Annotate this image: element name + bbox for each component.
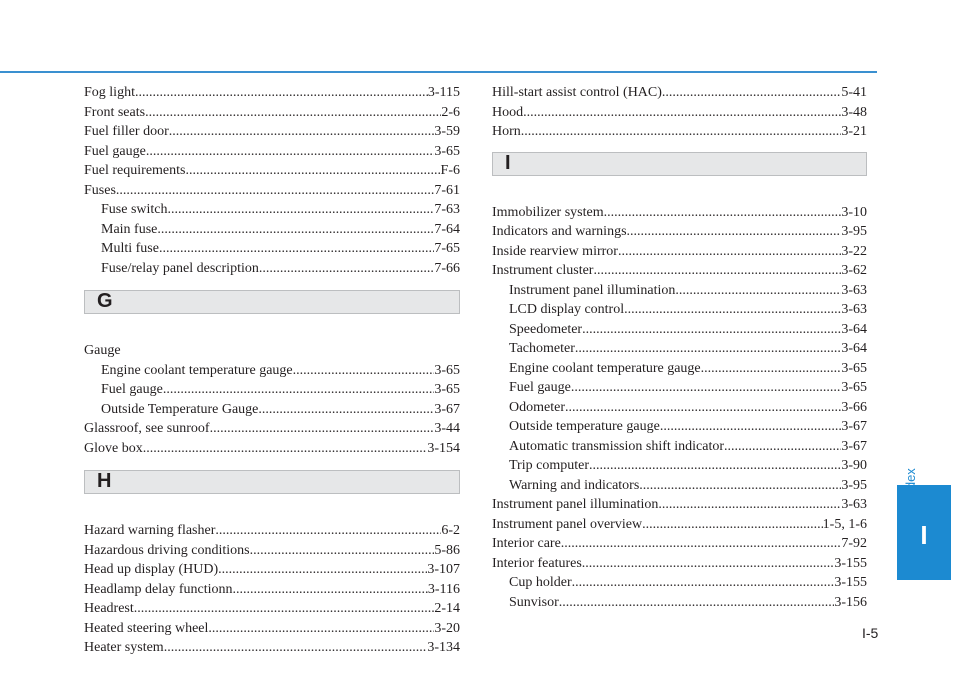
entry-page-ref: 3-95 (841, 477, 867, 493)
entry-label: Odometer (509, 399, 565, 415)
side-tab-letter: I (920, 520, 928, 550)
dot-leader (159, 239, 434, 259)
index-entry (492, 398, 867, 418)
dot-leader (582, 320, 841, 340)
index-entry (492, 495, 867, 515)
entry-page-ref: 3-64 (841, 321, 867, 337)
index-entry (492, 378, 867, 398)
top-rule (0, 71, 877, 73)
dot-leader (164, 638, 428, 658)
entry-page-ref: 3-65 (841, 360, 867, 376)
entry-label: Warning and indicators (509, 477, 640, 493)
index-entry (492, 554, 867, 574)
index-entry (492, 122, 867, 142)
index-entry (492, 261, 867, 281)
index-column-left (84, 83, 460, 658)
entry-label: Fuel filler door (84, 124, 169, 139)
section-letter: G (97, 290, 113, 312)
entry-label: Interior care (492, 536, 561, 551)
dot-leader (293, 361, 435, 381)
entry-page-ref: 3-134 (427, 640, 460, 655)
index-entry (84, 142, 460, 162)
dot-leader (724, 437, 841, 457)
index-entry (492, 437, 867, 457)
entry-label: LCD display control (509, 302, 625, 317)
entry-page-ref: 6-2 (441, 523, 460, 538)
entry-page-ref: 3-156 (834, 594, 867, 610)
index-entry (84, 239, 460, 259)
entry-page-ref: 5-86 (434, 542, 460, 558)
entry-label: Trip computer (509, 458, 589, 473)
dot-leader (258, 400, 434, 420)
entry-page-ref: 3-22 (841, 243, 867, 259)
entry-label: Instrument panel illumination (509, 282, 676, 298)
entry-page-ref: 3-64 (841, 341, 867, 356)
dot-leader (627, 222, 842, 242)
index-entry (84, 200, 460, 220)
index-entry (84, 638, 460, 658)
entry-label: Fuel gauge (101, 382, 163, 397)
index-entry (84, 361, 460, 381)
entry-page-ref: 2-14 (434, 601, 460, 616)
entry-label: Hood (492, 104, 524, 120)
entry-label: Glassroof, see sunroof (84, 421, 210, 436)
entry-page-ref: 3-63 (841, 497, 867, 512)
index-entry (84, 541, 460, 561)
entry-page-ref: 3-154 (427, 440, 460, 456)
entry-label: Tachometer (509, 341, 575, 356)
index-entry (492, 339, 867, 359)
dot-leader (660, 417, 842, 437)
index-entry (84, 103, 460, 123)
entry-page-ref: 3-67 (841, 419, 867, 434)
dot-leader (575, 339, 841, 359)
dot-leader (582, 554, 835, 574)
entry-label: Multi fuse (101, 241, 159, 256)
entry-page-ref: 3-59 (434, 124, 460, 139)
section-header-g (84, 290, 460, 314)
entry-page-ref: F-6 (440, 163, 460, 178)
entry-label: Heated steering wheel (84, 620, 209, 636)
entry-page-ref: 3-116 (427, 581, 460, 597)
dot-leader (233, 580, 428, 600)
h-entries-continued (492, 83, 867, 142)
entry-label: Head up display (HUD) (84, 562, 219, 577)
entry-page-ref: 3-48 (841, 104, 867, 120)
index-entry (84, 619, 460, 639)
entry-label: Heater system (84, 640, 164, 655)
index-entry (84, 580, 460, 600)
entry-page-ref: 7-65 (434, 241, 460, 256)
dot-leader (589, 456, 841, 476)
entry-page-ref: 3-65 (434, 362, 460, 378)
dot-leader (658, 495, 841, 515)
entry-label: Hill-start assist control (HAC) (492, 85, 662, 100)
index-entry (492, 476, 867, 496)
index-entry (84, 83, 460, 103)
entry-label: Fuel gauge (84, 143, 146, 159)
index-entry (492, 593, 867, 613)
entry-page-ref: 3-90 (841, 458, 867, 473)
dot-leader (250, 541, 435, 561)
index-entry (84, 419, 460, 439)
index-entry (492, 515, 867, 535)
index-entry (492, 281, 867, 301)
section-letter: H (97, 470, 112, 492)
side-tab (897, 485, 951, 580)
entry-label: Instrument cluster (492, 263, 594, 278)
entry-page-ref: 3-65 (434, 382, 460, 397)
dot-leader (521, 122, 842, 142)
index-entry (492, 417, 867, 437)
index-entry (492, 83, 867, 103)
page-number: I-5 (862, 625, 879, 641)
dot-leader (639, 476, 841, 496)
entry-page-ref: 3-21 (841, 124, 867, 139)
index-entry (492, 320, 867, 340)
entry-label: Outside temperature gauge (509, 419, 660, 434)
entry-page-ref: 3-155 (834, 575, 867, 590)
dot-leader (163, 380, 435, 400)
dot-leader (135, 83, 428, 103)
dot-leader (259, 259, 434, 279)
entry-page-ref: 3-44 (434, 421, 460, 436)
entry-label: Engine coolant temperature gauge (101, 362, 293, 378)
entry-label: Main fuse (101, 221, 158, 237)
index-entry (492, 456, 867, 476)
entry-label: Outside Temperature Gauge (101, 401, 259, 417)
dot-leader (215, 521, 441, 541)
dot-leader (523, 103, 841, 123)
entry-page-ref: 3-67 (841, 438, 867, 454)
index-entry (492, 359, 867, 379)
index-entry (84, 181, 460, 201)
dot-leader (559, 593, 835, 613)
dot-leader (168, 200, 435, 220)
entry-page-ref: 7-66 (434, 260, 460, 276)
index-entry (492, 573, 867, 593)
index-entry (84, 521, 460, 541)
index-entry (492, 103, 867, 123)
index-entry (84, 161, 460, 181)
dot-leader (145, 103, 441, 123)
dot-leader (572, 573, 835, 593)
entry-label: Immobilizer system (492, 204, 604, 220)
dot-leader (662, 83, 841, 103)
entry-label: Headlamp delay functionn (84, 581, 233, 597)
dot-leader (624, 300, 841, 320)
entry-label: Fuse switch (101, 202, 168, 217)
f-entries (84, 83, 460, 278)
entry-label: Instrument panel overview (492, 516, 643, 532)
entry-label: Fuel gauge (509, 380, 571, 395)
dot-leader (134, 599, 435, 619)
dot-leader (208, 619, 434, 639)
index-entry (84, 439, 460, 459)
entry-label: Fuse/relay panel description (101, 260, 259, 276)
entry-label: Fog light (84, 85, 135, 100)
dot-leader (143, 439, 428, 459)
entry-label: Interior features (492, 555, 582, 571)
entry-label: Horn (492, 124, 521, 139)
dot-leader (157, 220, 434, 240)
entry-label: Cup holder (509, 575, 572, 590)
index-entry (492, 222, 867, 242)
index-entry (84, 259, 460, 279)
index-column-right (492, 83, 867, 612)
index-entry (84, 220, 460, 240)
entry-label: Indicators and warnings (492, 224, 627, 239)
dot-leader (642, 515, 823, 535)
entry-label: Hazardous driving conditions (84, 542, 250, 558)
entry-page-ref: 3-10 (841, 204, 867, 220)
entry-page-ref: 1-5, 1-6 (822, 516, 867, 532)
entry-label: Speedometer (509, 321, 583, 337)
index-heading-gauge: Gauge (84, 343, 121, 358)
i-entries (492, 203, 867, 613)
entry-label: Hazard warning flasher (84, 523, 216, 538)
entry-page-ref: 3-65 (841, 380, 867, 395)
index-entry (84, 122, 460, 142)
entry-label: Engine coolant temperature gauge (509, 360, 701, 376)
entry-page-ref: 3-95 (841, 224, 867, 239)
entry-page-ref: 3-63 (841, 282, 867, 298)
dot-leader (593, 261, 841, 281)
g-entries (84, 361, 460, 459)
entry-label: Fuel requirements (84, 163, 186, 178)
entry-page-ref: 7-63 (434, 202, 460, 217)
dot-leader (185, 161, 440, 181)
dot-leader (604, 203, 842, 223)
section-header-h (84, 470, 460, 494)
entry-label: Fuses (84, 182, 116, 198)
index-entry (492, 242, 867, 262)
entry-page-ref: 3-62 (841, 263, 867, 278)
dot-leader (675, 281, 841, 301)
entry-page-ref: 7-64 (434, 221, 460, 237)
entry-page-ref: 3-67 (434, 401, 460, 417)
dot-leader (116, 181, 434, 201)
entry-label: Glove box (84, 440, 143, 456)
entry-label: Automatic transmission shift indicator (509, 438, 725, 454)
entry-page-ref: 3-115 (427, 85, 460, 100)
dot-leader (210, 419, 435, 439)
entry-page-ref: 5-41 (841, 85, 867, 100)
entry-page-ref: 3-65 (434, 143, 460, 159)
dot-leader (565, 398, 841, 418)
entry-label: Inside rearview mirror (492, 243, 618, 259)
dot-leader (561, 534, 842, 554)
index-entry (84, 380, 460, 400)
entry-label: Front seats (84, 104, 146, 120)
index-entry (84, 599, 460, 619)
entry-page-ref: 7-61 (434, 182, 460, 198)
dot-leader (701, 359, 842, 379)
index-entry (492, 534, 867, 554)
entry-page-ref: 3-20 (434, 620, 460, 636)
index-entry (492, 203, 867, 223)
entry-page-ref: 3-107 (427, 562, 460, 577)
entry-label: Headrest (84, 601, 134, 616)
entry-page-ref: 2-6 (441, 104, 460, 120)
entry-page-ref: 7-92 (841, 536, 867, 551)
entry-page-ref: 3-63 (841, 302, 867, 317)
section-letter: I (505, 151, 511, 174)
entry-label: Instrument panel illumination (492, 497, 659, 512)
dot-leader (146, 142, 435, 162)
index-entry (84, 560, 460, 580)
dot-leader (169, 122, 435, 142)
dot-leader (571, 378, 842, 398)
entry-page-ref: 3-155 (834, 555, 867, 571)
h-entries (84, 521, 460, 658)
index-entry (492, 300, 867, 320)
entry-page-ref: 3-66 (841, 399, 867, 415)
section-header-i (492, 152, 867, 176)
index-entry (84, 400, 460, 420)
entry-label: Sunvisor (509, 594, 559, 610)
dot-leader (618, 242, 841, 262)
dot-leader (218, 560, 427, 580)
